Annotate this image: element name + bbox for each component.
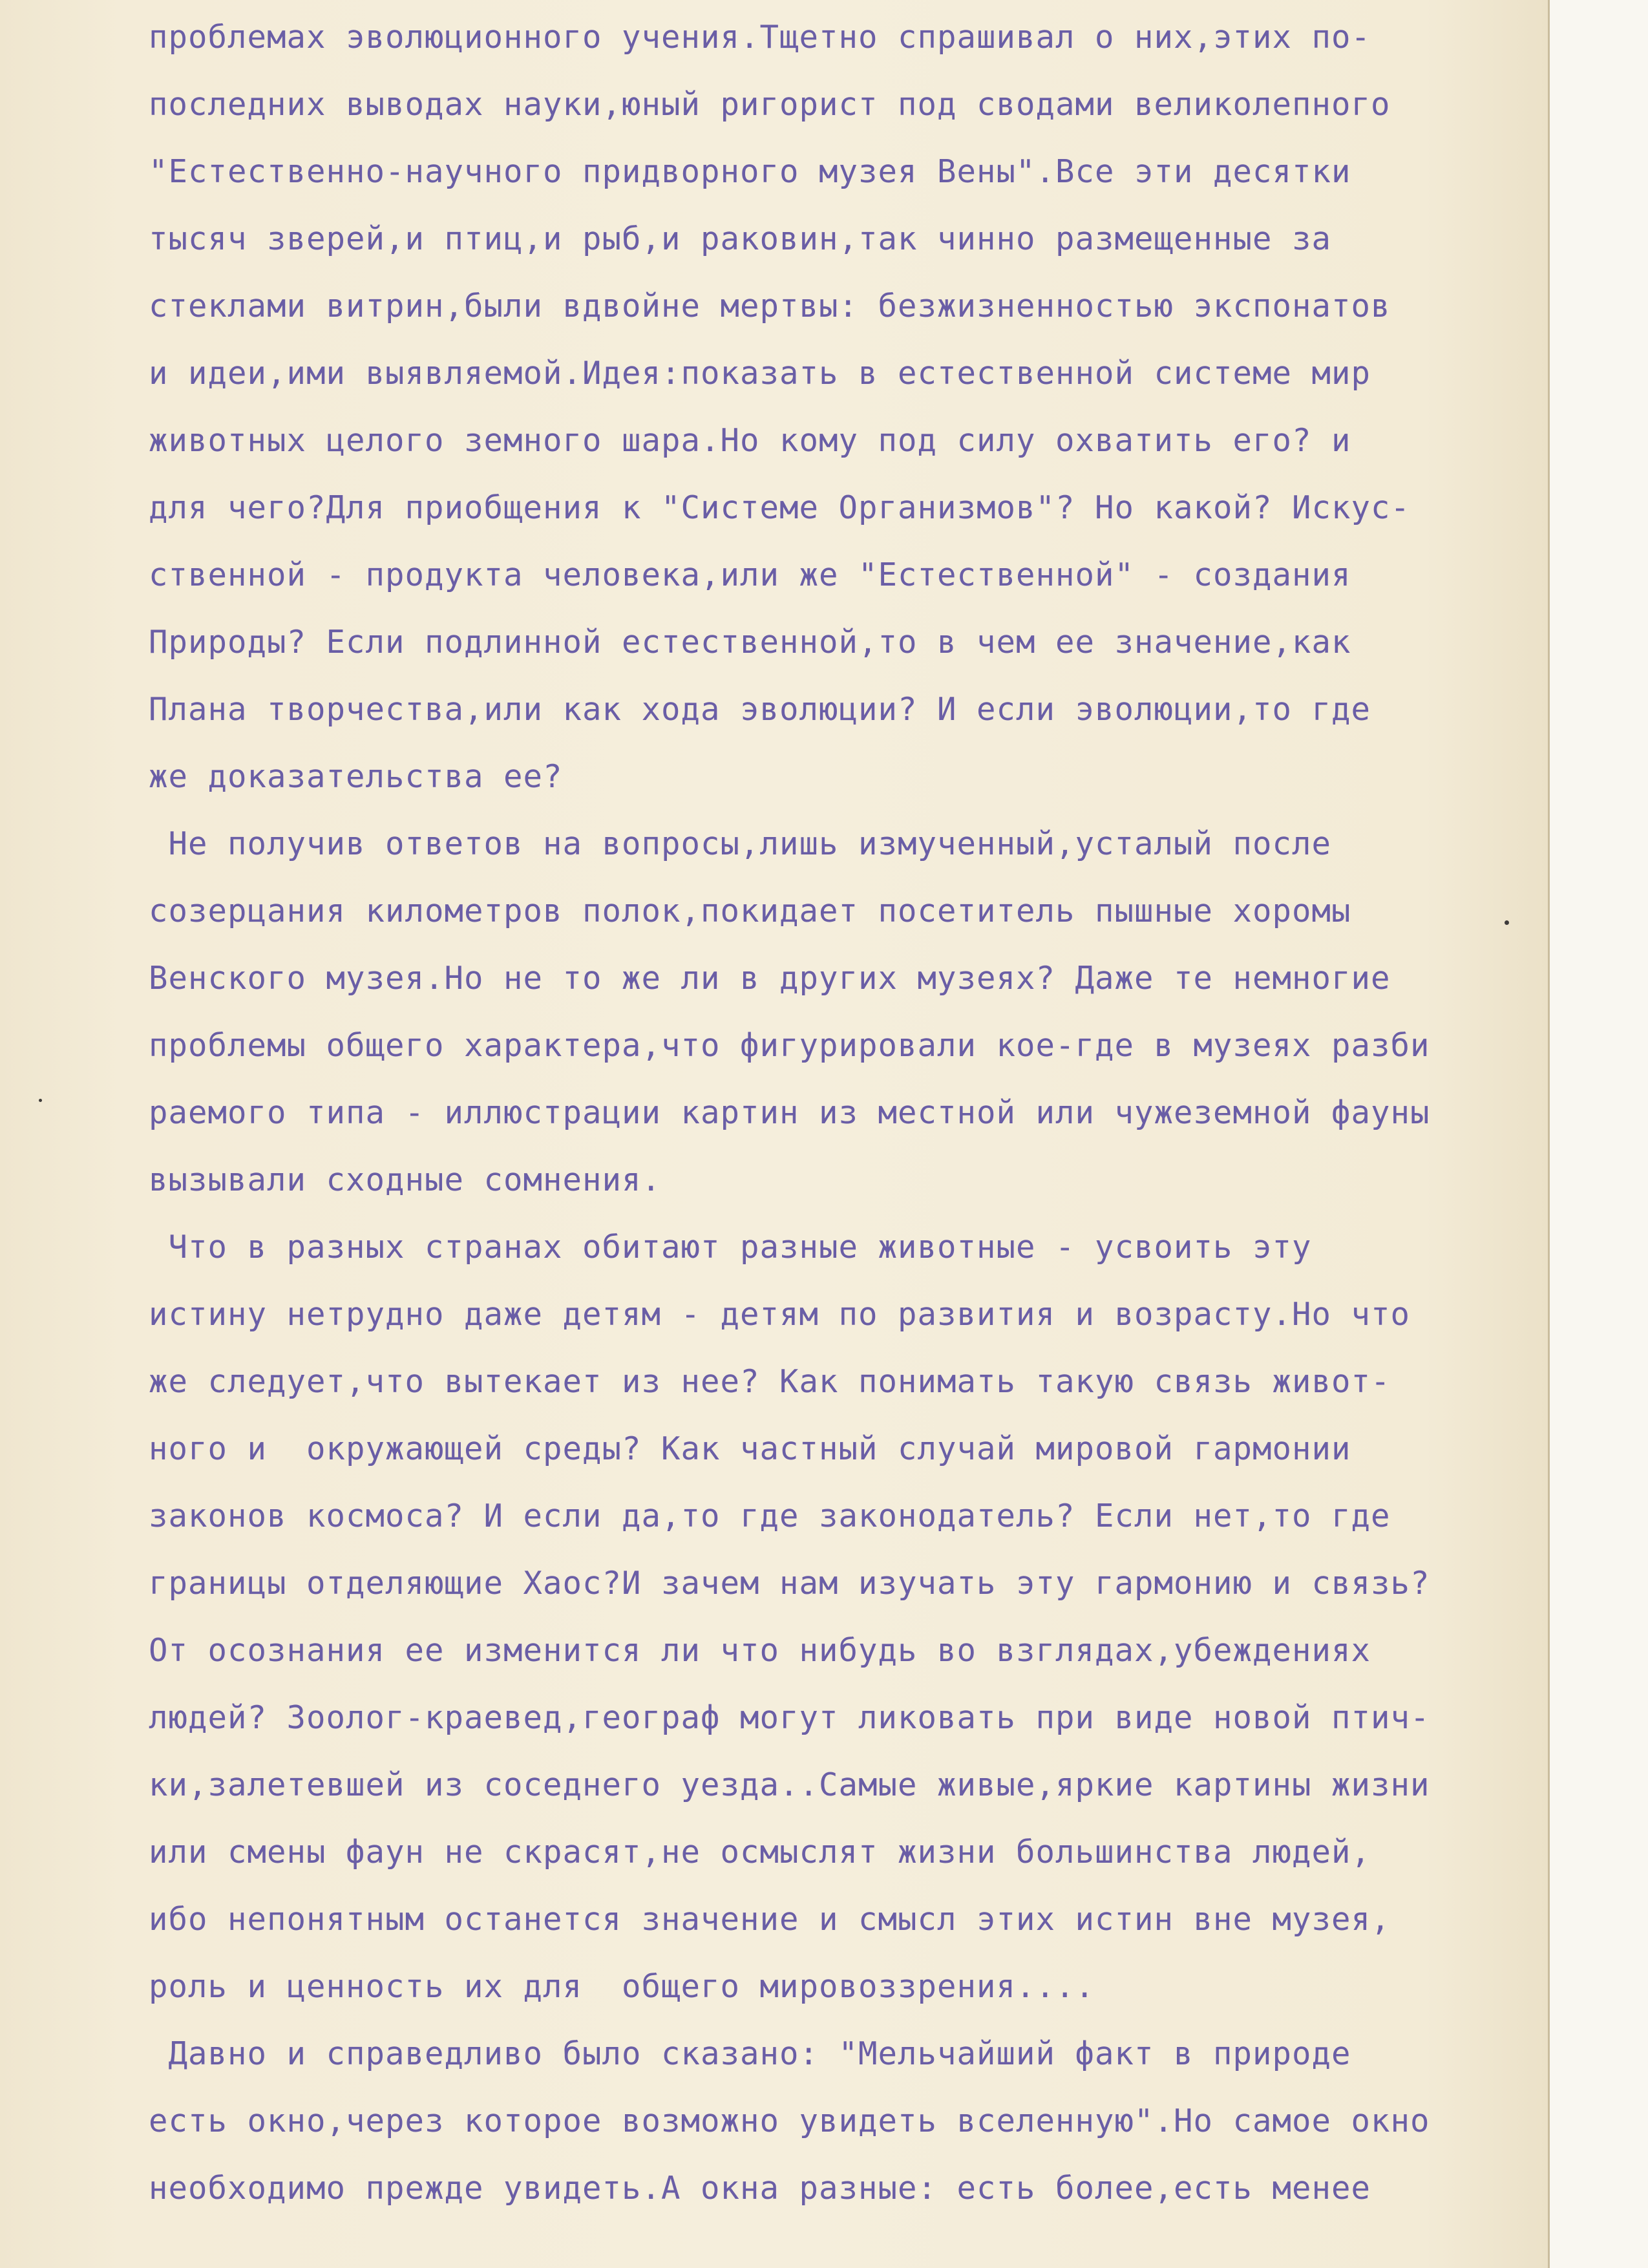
text-line: вызывали сходные сомнения. <box>149 1161 662 1198</box>
text-line: истину нетрудно даже детям - детям по развития и возрасту.Но что <box>149 1296 1411 1333</box>
text-line: Давно и справедливо было сказано: "Мельчайший факт в природе <box>149 2035 1351 2072</box>
text-line: Природы? Если подлинной естественной,то в чем ее значение,как <box>149 624 1351 661</box>
text-line: людей? Зоолог-краевед,географ могут ликовать при виде новой птич- <box>149 1699 1430 1736</box>
text-line: необходимо прежде увидеть.А окна разные: есть более,есть менее <box>149 2170 1371 2207</box>
page-edge <box>1548 0 1648 2268</box>
text-line: есть окно,через которое возможно увидеть вселенную".Но самое окно <box>149 2103 1430 2139</box>
text-line: и идеи,ими выявляемой.Идея:показать в естественной системе мир <box>149 355 1371 392</box>
text-line: ственной - продукта человека,или же "Естественной" - создания <box>149 556 1351 593</box>
ink-speck <box>39 1099 42 1102</box>
text-line: или смены фаун не скрасят,не осмыслят жизни большинства людей, <box>149 1834 1371 1871</box>
text-line: "Естественно-научного придворного музея Вены".Все эти десятки <box>149 153 1351 190</box>
text-line: же доказательства ее? <box>149 758 563 795</box>
text-line: Плана творчества,или как хода эволюции? И если эволюции,то где <box>149 691 1371 728</box>
text-line: проблемах эволюционного учения.Тщетно спрашивал о них,этих по- <box>149 19 1371 56</box>
text-line: законов космоса? И если да,то где законодатель? Если нет,то где <box>149 1498 1391 1534</box>
text-line: животных целого земного шара.Но кому под силу охватить его? и <box>149 422 1351 459</box>
text-line: роль и ценность их для общего мировоззрения.... <box>149 1968 1095 2005</box>
text-line: проблемы общего характера,что фигурировали кое-где в музеях разби <box>149 1027 1430 1064</box>
text-line: же следует,что вытекает из нее? Как понимать такую связь живот- <box>149 1363 1391 1400</box>
text-line: ного и окружающей среды? Как частный случай мировой гармонии <box>149 1430 1351 1467</box>
text-line: стеклами витрин,были вдвойне мертвы: безжизненностью экспонатов <box>149 288 1391 324</box>
text-line: ибо непонятным останется значение и смысл этих истин вне музея, <box>149 1901 1391 1938</box>
text-line: ки,залетевшей из соседнего уезда..Самые живые,яркие картины жизни <box>149 1766 1430 1803</box>
text-line: созерцания километров полок,покидает посетитель пышные хоромы <box>149 893 1351 929</box>
text-line: Что в разных странах обитают разные животные - усвоить эту <box>149 1229 1312 1266</box>
text-line: тысяч зверей,и птиц,и рыб,и раковин,так чинно размещенные за <box>149 220 1332 257</box>
text-line: последних выводах науки,юный ригорист под сводами великолепного <box>149 86 1391 123</box>
text-line: Венского музея.Но не то же ли в других музеях? Даже те немногие <box>149 960 1391 997</box>
text-line: для чего?Для приобщения к "Системе Организмов"? Но какой? Искус- <box>149 489 1411 526</box>
text-line: От осознания ее изменится ли что нибудь во взглядах,убеждениях <box>149 1632 1371 1669</box>
text-line: раемого типа - иллюстрации картин из местной или чужеземной фауны <box>149 1094 1430 1131</box>
text-line: Не получив ответов на вопросы,лишь измученный,усталый после <box>149 825 1332 862</box>
text-line: границы отделяющие Хаос?И зачем нам изучать эту гармонию и связь? <box>149 1565 1430 1602</box>
ink-speck <box>1505 920 1509 925</box>
